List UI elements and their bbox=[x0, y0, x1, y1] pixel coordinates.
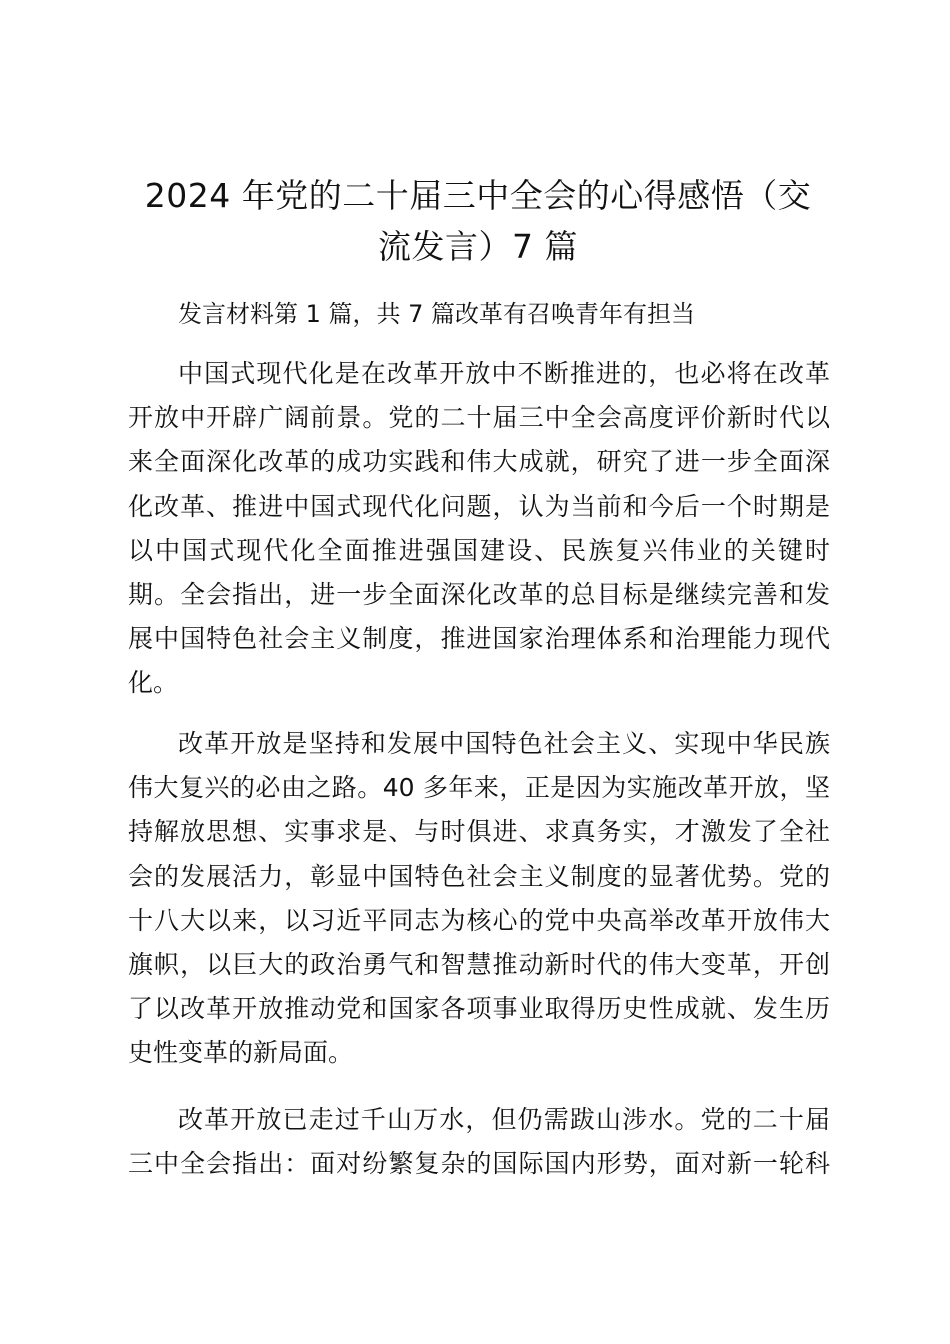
paragraph-line: 化改革、推进中国式现代化问题，认为当前和今后一个时期是 bbox=[128, 491, 830, 521]
paragraph-line: 来全面深化改革的成功实践和伟大成就，研究了进一步全面深 bbox=[128, 447, 830, 477]
document-title bbox=[128, 170, 828, 272]
title-line: 2024 年党的二十届三中全会的心得感悟（交 bbox=[144, 176, 812, 215]
paragraph-line: 化。 bbox=[128, 668, 179, 698]
paragraph-line: 旗帜，以巨大的政治勇气和智慧推动新时代的伟大变革，开创 bbox=[128, 949, 830, 979]
paragraph-line: 了以改革开放推动党和国家各项事业取得历史性成就、发生历 bbox=[128, 994, 830, 1024]
paragraph-line: 三中全会指出：面对纷繁复杂的国际国内形势，面对新一轮科 bbox=[128, 1149, 830, 1179]
paragraph-line: 会的发展活力，彰显中国特色社会主义制度的显著优势。党的 bbox=[128, 861, 830, 891]
paragraph-line: 持解放思想、实事求是、与时俱进、求真务实，才激发了全社 bbox=[128, 817, 830, 847]
paragraph-line: 改革开放已走过千山万水，但仍需跋山涉水。党的二十届 bbox=[178, 1105, 830, 1134]
paragraph-line: 伟大复兴的必由之路。40 多年来，正是因为实施改革开放，坚 bbox=[128, 773, 830, 803]
paragraph bbox=[128, 722, 830, 1076]
paragraph bbox=[128, 1098, 830, 1186]
paragraph-line: 中国式现代化是在改革开放中不断推进的，也必将在改革 bbox=[178, 359, 830, 388]
title-line: 流发言）7 篇 bbox=[378, 227, 578, 266]
paragraph bbox=[128, 352, 830, 706]
paragraph-line: 改革开放是坚持和发展中国特色社会主义、实现中华民族 bbox=[178, 729, 830, 758]
paragraph-line: 以中国式现代化全面推进强国建设、民族复兴伟业的关键时 bbox=[128, 535, 830, 565]
paragraph-line: 史性变革的新局面。 bbox=[128, 1038, 354, 1068]
paragraph-line: 期。全会指出，进一步全面深化改革的总目标是继续完善和发 bbox=[128, 579, 830, 609]
document-subheading: 发言材料第 1 篇，共 7 篇改革有召唤青年有担当 bbox=[178, 300, 696, 328]
paragraph-line: 十八大以来，以习近平同志为核心的党中央高举改革开放伟大 bbox=[128, 905, 830, 935]
paragraph-line: 开放中开辟广阔前景。党的二十届三中全会高度评价新时代以 bbox=[128, 403, 830, 433]
paragraph-line: 展中国特色社会主义制度，推进国家治理体系和治理能力现代 bbox=[128, 624, 830, 654]
